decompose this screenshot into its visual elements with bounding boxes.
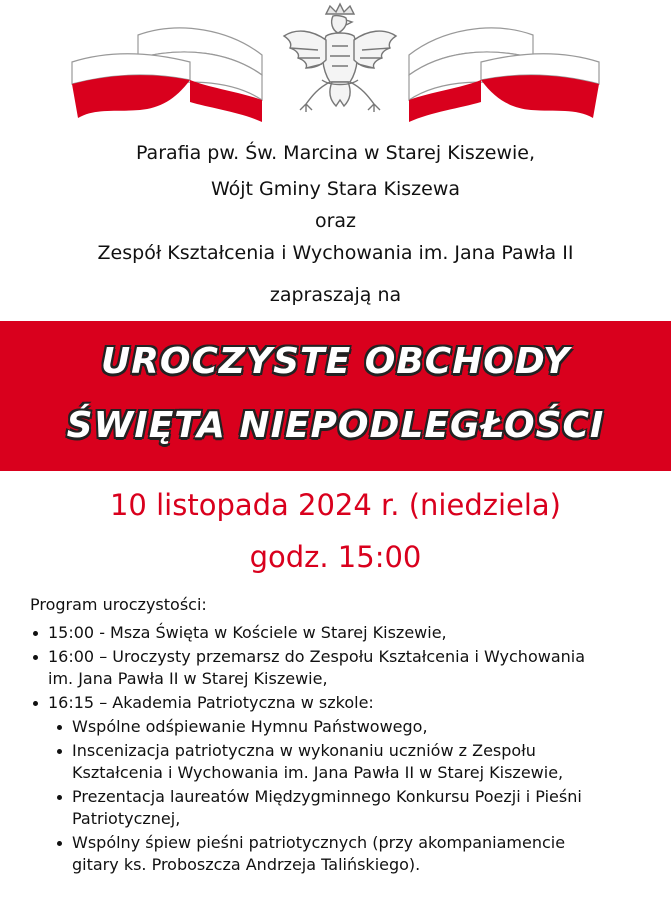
bullet-icon xyxy=(57,795,62,800)
bullet-icon xyxy=(57,725,62,730)
banner-title-line2: ŚWIĘTA NIEPODLEGŁOŚCI xyxy=(66,405,605,446)
bullet-icon xyxy=(57,841,62,846)
bullet-icon xyxy=(33,655,38,660)
polish-eagle-icon xyxy=(284,4,396,112)
program-subitem-continuation: Patriotycznej, xyxy=(72,809,181,828)
bullet-icon xyxy=(33,631,38,636)
invite-text: zapraszają na xyxy=(269,284,402,306)
program-subitem-continuation: gitary ks. Proboszcza Andrzeja Talińskiego). xyxy=(72,855,421,874)
program-title: Program uroczystości: xyxy=(30,595,207,614)
banner-title-line1: UROCZYSTE OBCHODY xyxy=(100,341,571,382)
program-subitem-continuation: Kształcenia i Wychowania im. Jana Pawła II w Starej Kiszewie, xyxy=(72,763,564,782)
left-flag-ribbon xyxy=(72,28,262,122)
bullet-icon xyxy=(57,749,62,754)
organizer-school: Zespół Kształcenia i Wychowania im. Jana Pawła II xyxy=(97,242,574,264)
program-item: 16:15 – Akademia Patriotyczna w szkole: xyxy=(48,693,374,712)
event-date: 10 listopada 2024 r. (niedziela) xyxy=(109,488,561,522)
title-banner xyxy=(0,321,671,471)
organizer-parish: Parafia pw. Św. Marcina w Starej Kiszewie, xyxy=(135,142,536,164)
program-subitem: Inscenizacja patriotyczna w wykonaniu uczniów z Zespołu xyxy=(72,741,536,760)
organizer-mayor: Wójt Gminy Stara Kiszewa xyxy=(210,178,461,200)
right-flag-ribbon xyxy=(409,28,599,122)
header-decoration xyxy=(0,0,671,135)
program-item-continuation: im. Jana Pawła II w Starej Kiszewie, xyxy=(48,669,328,688)
organizer-conjunction: oraz xyxy=(314,210,357,232)
program-subitem: Wspólne odśpiewanie Hymnu Państwowego, xyxy=(72,717,428,736)
bullet-icon xyxy=(33,701,38,706)
program-item: 15:00 - Msza Święta w Kościele w Starej Kiszewie, xyxy=(48,623,447,642)
event-time: godz. 15:00 xyxy=(249,540,422,574)
program-subitem: Prezentacja laureatów Międzygminnego Konkursu Poezji i Pieśni xyxy=(72,787,582,806)
program-subitem: Wspólny śpiew pieśni patriotycznych (przy akompaniamencie xyxy=(72,833,566,852)
program-item: 16:00 – Uroczysty przemarsz do Zespołu Kształcenia i Wychowania xyxy=(48,647,586,666)
